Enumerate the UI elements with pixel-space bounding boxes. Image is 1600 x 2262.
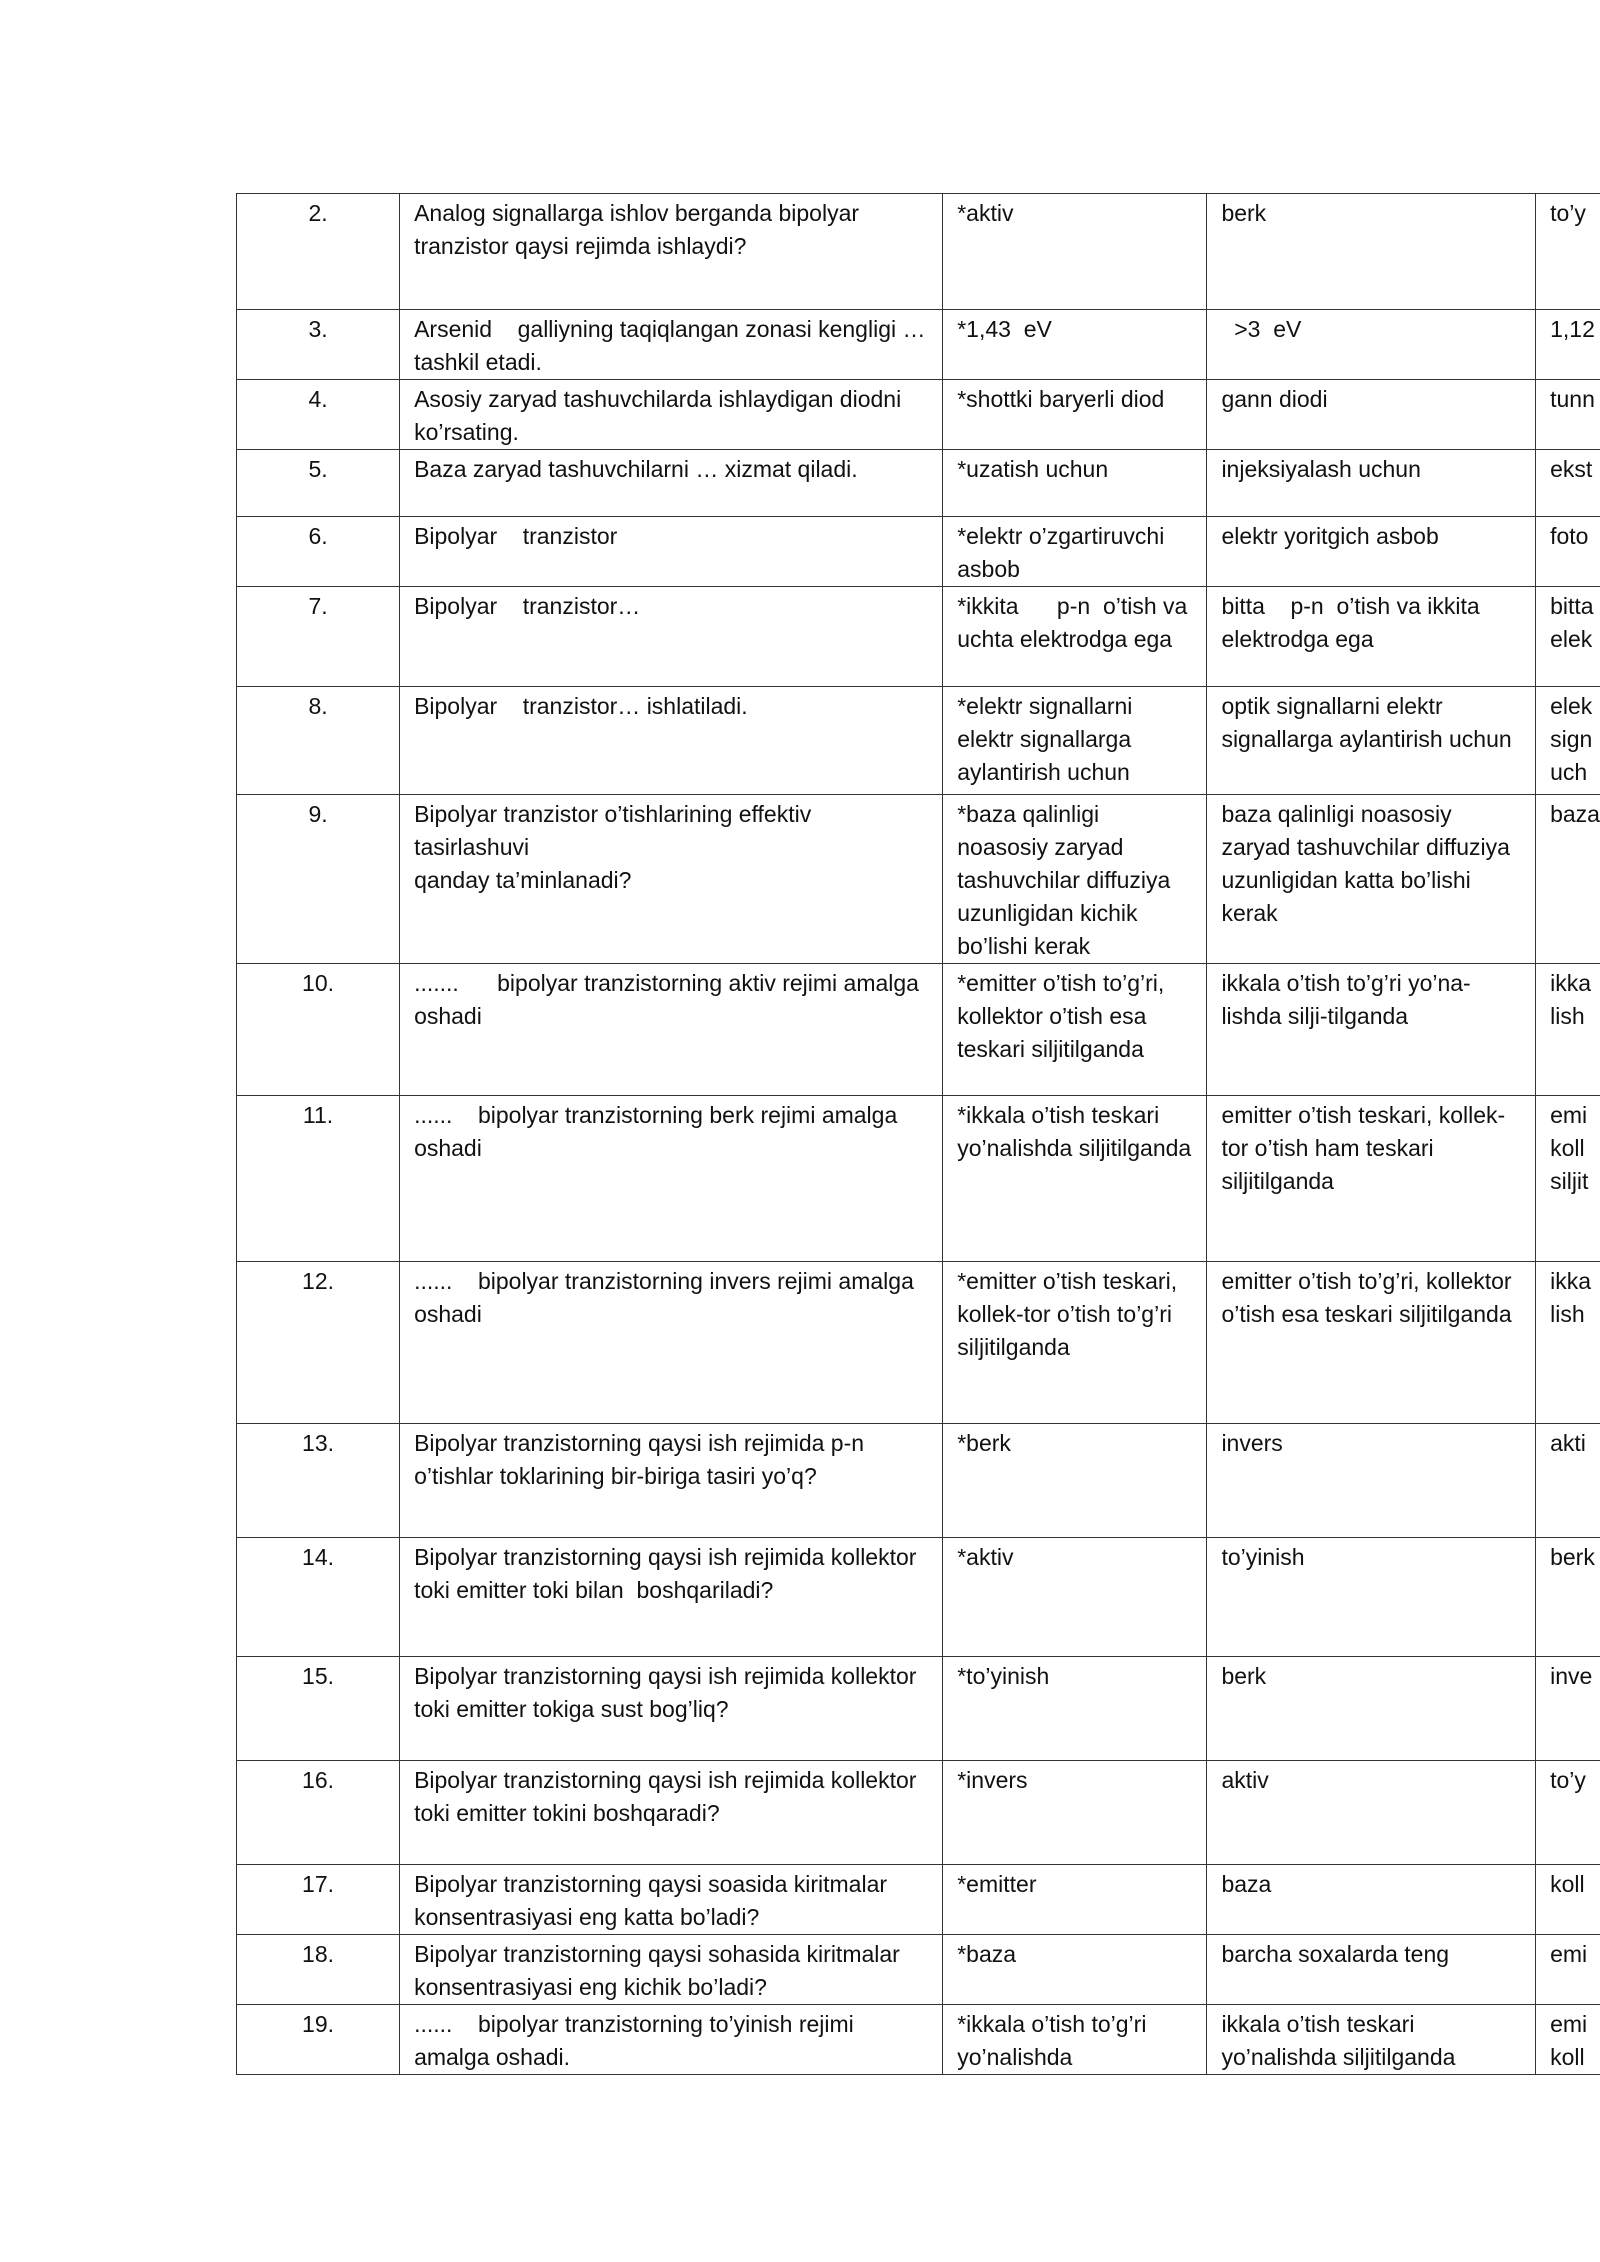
table-row [237,1761,1600,1865]
table-row [237,1096,1600,1262]
answer-option: barcha soxalarda teng [1207,1935,1536,2005]
table-row [237,587,1600,687]
question-table-body [237,194,1600,2075]
question-number: 16. [237,1761,400,1865]
answer-option: to’yinish [1207,1538,1536,1657]
answer-option: >3 eV [1207,310,1536,380]
answer-option: baza [1207,1865,1536,1935]
table-row [237,450,1600,517]
question-text: Bipolyar tranzistorning qaysi sohasida kiritmalar konsentrasiyasi eng kichik bo’ladi? [400,1935,943,2005]
answer-option-clipped: ikka lish [1536,1262,1600,1424]
answer-option-clipped: 1,12 [1536,310,1600,380]
correct-answer: *aktiv [943,1538,1207,1657]
question-text: Analog signallarga ishlov berganda bipolyar tranzistor qaysi rejimda ishlaydi? [400,194,943,310]
table-row [237,964,1600,1096]
answer-option-clipped: emi [1536,1935,1600,2005]
table-row [237,1865,1600,1935]
question-number: 14. [237,1538,400,1657]
table-row [237,380,1600,450]
question-number: 6. [237,517,400,587]
correct-answer: *baza qalinligi noasosiy zaryad tashuvchilar diffuziya uzunligidan kichik bo’lishi kerak [943,795,1207,964]
answer-option: emitter o’tish teskari, kollek-tor o’tish ham teskari siljitilganda [1207,1096,1536,1262]
correct-answer: *shottki baryerli diod [943,380,1207,450]
question-text: Bipolyar tranzistor [400,517,943,587]
answer-option: elektr yoritgich asbob [1207,517,1536,587]
question-text: Arsenid galliyning taqiqlangan zonasi kengligi … tashkil etadi. [400,310,943,380]
correct-answer: *invers [943,1761,1207,1865]
answer-option: optik signallarni elektr signallarga aylantirish uchun [1207,687,1536,795]
answer-option: bitta p-n o’tish va ikkita elektrodga ega [1207,587,1536,687]
question-text: Bipolyar tranzistorning qaysi ish rejimida kollektor toki emitter tokiga sust bog’liq? [400,1657,943,1761]
correct-answer: *emitter o’tish to’g’ri, kollektor o’tish esa teskari siljitilganda [943,964,1207,1096]
answer-option: invers [1207,1424,1536,1538]
correct-answer: *ikkita p-n o’tish va uchta elektrodga ega [943,587,1207,687]
question-text: Baza zaryad tashuvchilarni … xizmat qiladi. [400,450,943,517]
question-text: Bipolyar tranzistor o’tishlarining effektiv tasirlashuvi qanday ta’minlanadi? [400,795,943,964]
answer-option-clipped: to’y [1536,194,1600,310]
question-text: Asosiy zaryad tashuvchilarda ishlaydigan diodni ko’rsating. [400,380,943,450]
question-number: 15. [237,1657,400,1761]
table-row [237,687,1600,795]
table-row [237,1538,1600,1657]
correct-answer: *aktiv [943,194,1207,310]
question-number: 4. [237,380,400,450]
table-row [237,795,1600,964]
answer-option: ikkala o’tish teskari yo’nalishda siljitilganda [1207,2005,1536,2075]
correct-answer: *ikkala o’tish to’g’ri yo’nalishda [943,2005,1207,2075]
question-number: 2. [237,194,400,310]
answer-option-clipped: elek sign uch [1536,687,1600,795]
answer-option-clipped: tunn [1536,380,1600,450]
question-text: ....... bipolyar tranzistorning aktiv rejimi amalga oshadi [400,964,943,1096]
answer-option: emitter o’tish to’g’ri, kollektor o’tish esa teskari siljitilganda [1207,1262,1536,1424]
correct-answer: *emitter o’tish teskari, kollek-tor o’tish to’g’ri siljitilganda [943,1262,1207,1424]
table-row [237,310,1600,380]
question-number: 12. [237,1262,400,1424]
question-number: 13. [237,1424,400,1538]
question-text: Bipolyar tranzistor… ishlatiladi. [400,687,943,795]
table-row [237,1262,1600,1424]
correct-answer: *baza [943,1935,1207,2005]
answer-option-clipped: to’y [1536,1761,1600,1865]
answer-option: ikkala o’tish to’g’ri yo’na-lishda silji-tilganda [1207,964,1536,1096]
question-number: 10. [237,964,400,1096]
answer-option: gann diodi [1207,380,1536,450]
answer-option: berk [1207,1657,1536,1761]
correct-answer: *elektr o’zgartiruvchi asbob [943,517,1207,587]
correct-answer: *to’yinish [943,1657,1207,1761]
answer-option-clipped: ikka lish [1536,964,1600,1096]
question-number: 3. [237,310,400,380]
question-number: 11. [237,1096,400,1262]
answer-option-clipped: berk [1536,1538,1600,1657]
answer-option-clipped: ekst [1536,450,1600,517]
question-text: Bipolyar tranzistorning qaysi soasida kiritmalar konsentrasiyasi eng katta bo’ladi? [400,1865,943,1935]
correct-answer: *elektr signallarni elektr signallarga aylantirish uchun [943,687,1207,795]
answer-option-clipped: bitta elek [1536,587,1600,687]
question-text: ...... bipolyar tranzistorning invers rejimi amalga oshadi [400,1262,943,1424]
question-number: 8. [237,687,400,795]
table-row [237,2005,1600,2075]
answer-option-clipped: koll [1536,1865,1600,1935]
question-text: ...... bipolyar tranzistorning to’yinish rejimi amalga oshadi. [400,2005,943,2075]
question-table [236,193,1600,2075]
answer-option-clipped: emi koll [1536,2005,1600,2075]
table-row [237,1657,1600,1761]
table-row [237,1424,1600,1538]
answer-option-clipped: inve [1536,1657,1600,1761]
correct-answer: *1,43 eV [943,310,1207,380]
table-row [237,1935,1600,2005]
answer-option-clipped: akti [1536,1424,1600,1538]
question-text: Bipolyar tranzistor… [400,587,943,687]
table-row [237,194,1600,310]
answer-option-clipped: foto [1536,517,1600,587]
answer-option: baza qalinligi noasosiy zaryad tashuvchilar diffuziya uzunligidan katta bo’lishi kerak [1207,795,1536,964]
question-text: ...... bipolyar tranzistorning berk rejimi amalga oshadi [400,1096,943,1262]
question-text: Bipolyar tranzistorning qaysi ish rejimida kollektor toki emitter toki bilan boshqariladi? [400,1538,943,1657]
correct-answer: *emitter [943,1865,1207,1935]
question-number: 17. [237,1865,400,1935]
question-number: 7. [237,587,400,687]
question-number: 19. [237,2005,400,2075]
question-number: 18. [237,1935,400,2005]
correct-answer: *uzatish uchun [943,450,1207,517]
question-text: Bipolyar tranzistorning qaysi ish rejimida p-n o’tishlar toklarining bir-biriga tasiri yo’q? [400,1424,943,1538]
answer-option-clipped: emi koll siljit [1536,1096,1600,1262]
question-number: 9. [237,795,400,964]
correct-answer: *ikkala o’tish teskari yo’nalishda siljitilganda [943,1096,1207,1262]
question-text: Bipolyar tranzistorning qaysi ish rejimida kollektor toki emitter tokini boshqaradi? [400,1761,943,1865]
answer-option: injeksiyalash uchun [1207,450,1536,517]
correct-answer: *berk [943,1424,1207,1538]
question-number: 5. [237,450,400,517]
table-row [237,517,1600,587]
answer-option: berk [1207,194,1536,310]
answer-option-clipped: baza [1536,795,1600,964]
answer-option: aktiv [1207,1761,1536,1865]
